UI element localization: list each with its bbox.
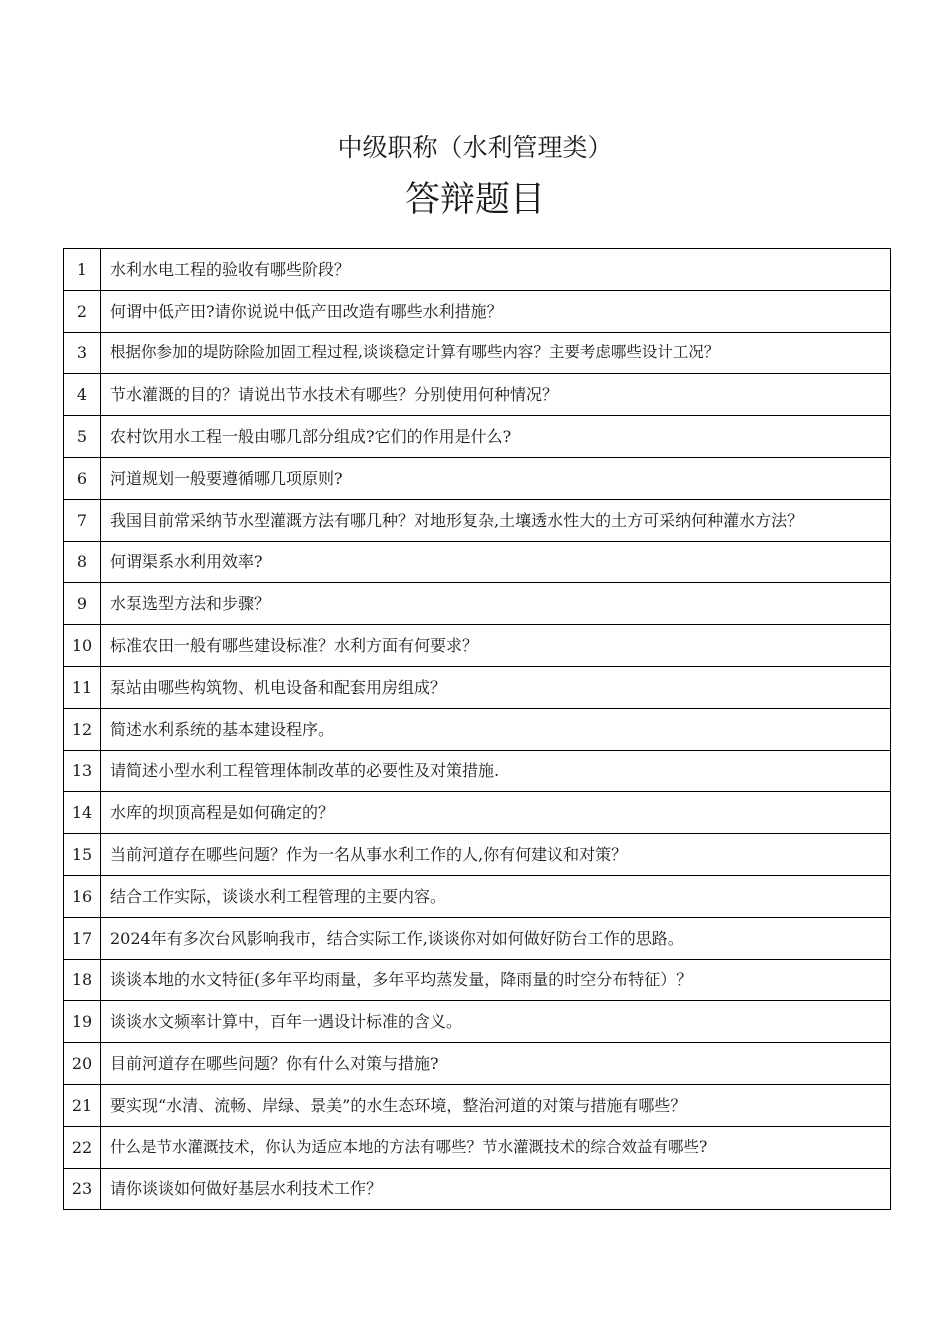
question-number: 11 [64, 666, 101, 708]
table-row [64, 416, 891, 458]
question-text: 谈谈水文频率计算中，百年一遇设计标准的含义。 [101, 1001, 891, 1043]
question-number: 8 [64, 541, 101, 583]
question-text: 当前河道存在哪些问题？作为一名从事水利工作的人,你有何建议和对策？ [101, 834, 891, 876]
question-number: 21 [64, 1084, 101, 1126]
question-number: 12 [64, 708, 101, 750]
table-row [64, 541, 891, 583]
question-text: 谈谈本地的水文特征(多年平均雨量，多年平均蒸发量，降雨量的时空分布特征）？ [101, 959, 891, 1001]
table-row [64, 249, 891, 291]
question-text: 结合工作实际，谈谈水利工程管理的主要内容。 [101, 875, 891, 917]
question-text: 水库的坝顶高程是如何确定的？ [101, 792, 891, 834]
question-number: 2 [64, 290, 101, 332]
question-text: 要实现“水清、流畅、岸绿、景美”的水生态环境，整治河道的对策与措施有哪些？ [101, 1084, 891, 1126]
question-number: 17 [64, 917, 101, 959]
question-number: 16 [64, 875, 101, 917]
questions-table-body [64, 249, 891, 1210]
question-text: 河道规划一般要遵循哪几项原则? [101, 457, 891, 499]
table-row [64, 792, 891, 834]
question-text: 目前河道存在哪些问题？你有什么对策与措施? [101, 1043, 891, 1085]
question-number: 13 [64, 750, 101, 792]
question-number: 6 [64, 457, 101, 499]
question-text: 请你谈谈如何做好基层水利技术工作？ [101, 1168, 891, 1210]
document-heading: 答辩题目 [404, 180, 545, 220]
table-row [64, 666, 891, 708]
question-text: 泵站由哪些构筑物、机电设备和配套用房组成？ [101, 666, 891, 708]
table-row [64, 917, 891, 959]
table-row [64, 1168, 891, 1210]
table-row [64, 332, 891, 374]
table-row [64, 625, 891, 667]
question-text: 节水灌溉的目的？请说出节水技术有哪些？分别使用何种情况？ [101, 374, 891, 416]
question-number: 22 [64, 1126, 101, 1168]
table-row [64, 1043, 891, 1085]
table-row [64, 834, 891, 876]
question-number: 19 [64, 1001, 101, 1043]
table-row [64, 1001, 891, 1043]
question-text: 标准农田一般有哪些建设标准？水利方面有何要求？ [101, 625, 891, 667]
question-number: 14 [64, 792, 101, 834]
table-row [64, 875, 891, 917]
question-number: 9 [64, 583, 101, 625]
question-text: 农村饮用水工程一般由哪几部分组成?它们的作用是什么? [101, 416, 891, 458]
table-row [64, 457, 891, 499]
table-row [64, 750, 891, 792]
table-row [64, 499, 891, 541]
table-row [64, 1126, 891, 1168]
question-number: 1 [64, 249, 101, 291]
table-row [64, 583, 891, 625]
question-text: 简述水利系统的基本建设程序。 [101, 708, 891, 750]
table-row [64, 959, 891, 1001]
table-row [64, 1084, 891, 1126]
questions-table [63, 248, 891, 1210]
question-text: 2024年有多次台风影响我市，结合实际工作,谈谈你对如何做好防台工作的思路。 [101, 917, 891, 959]
question-number: 5 [64, 416, 101, 458]
question-number: 7 [64, 499, 101, 541]
document-title: 中级职称（水利管理类） [337, 133, 613, 162]
question-text: 水泵选型方法和步骤？ [101, 583, 891, 625]
question-text: 请简述小型水利工程管理体制改革的必要性及对策措施. [101, 750, 891, 792]
question-number: 18 [64, 959, 101, 1001]
question-text: 何谓渠系水利用效率? [101, 541, 891, 583]
table-row [64, 290, 891, 332]
table-row [64, 374, 891, 416]
table-row [64, 708, 891, 750]
question-text: 什么是节水灌溉技术，你认为适应本地的方法有哪些？节水灌溉技术的综合效益有哪些? [101, 1126, 891, 1168]
question-number: 23 [64, 1168, 101, 1210]
question-number: 3 [64, 332, 101, 374]
question-number: 15 [64, 834, 101, 876]
question-text: 根据你参加的堤防除险加固工程过程,谈谈稳定计算有哪些内容？主要考虑哪些设计工况？ [101, 332, 891, 374]
question-number: 4 [64, 374, 101, 416]
question-text: 何谓中低产田?请你说说中低产田改造有哪些水利措施？ [101, 290, 891, 332]
question-text: 我国目前常采纳节水型灌溉方法有哪几种？对地形复杂,土壤透水性大的土方可采纳何种灌水方法？ [101, 499, 891, 541]
question-number: 10 [64, 625, 101, 667]
question-number: 20 [64, 1043, 101, 1085]
question-text: 水利水电工程的验收有哪些阶段？ [101, 249, 891, 291]
